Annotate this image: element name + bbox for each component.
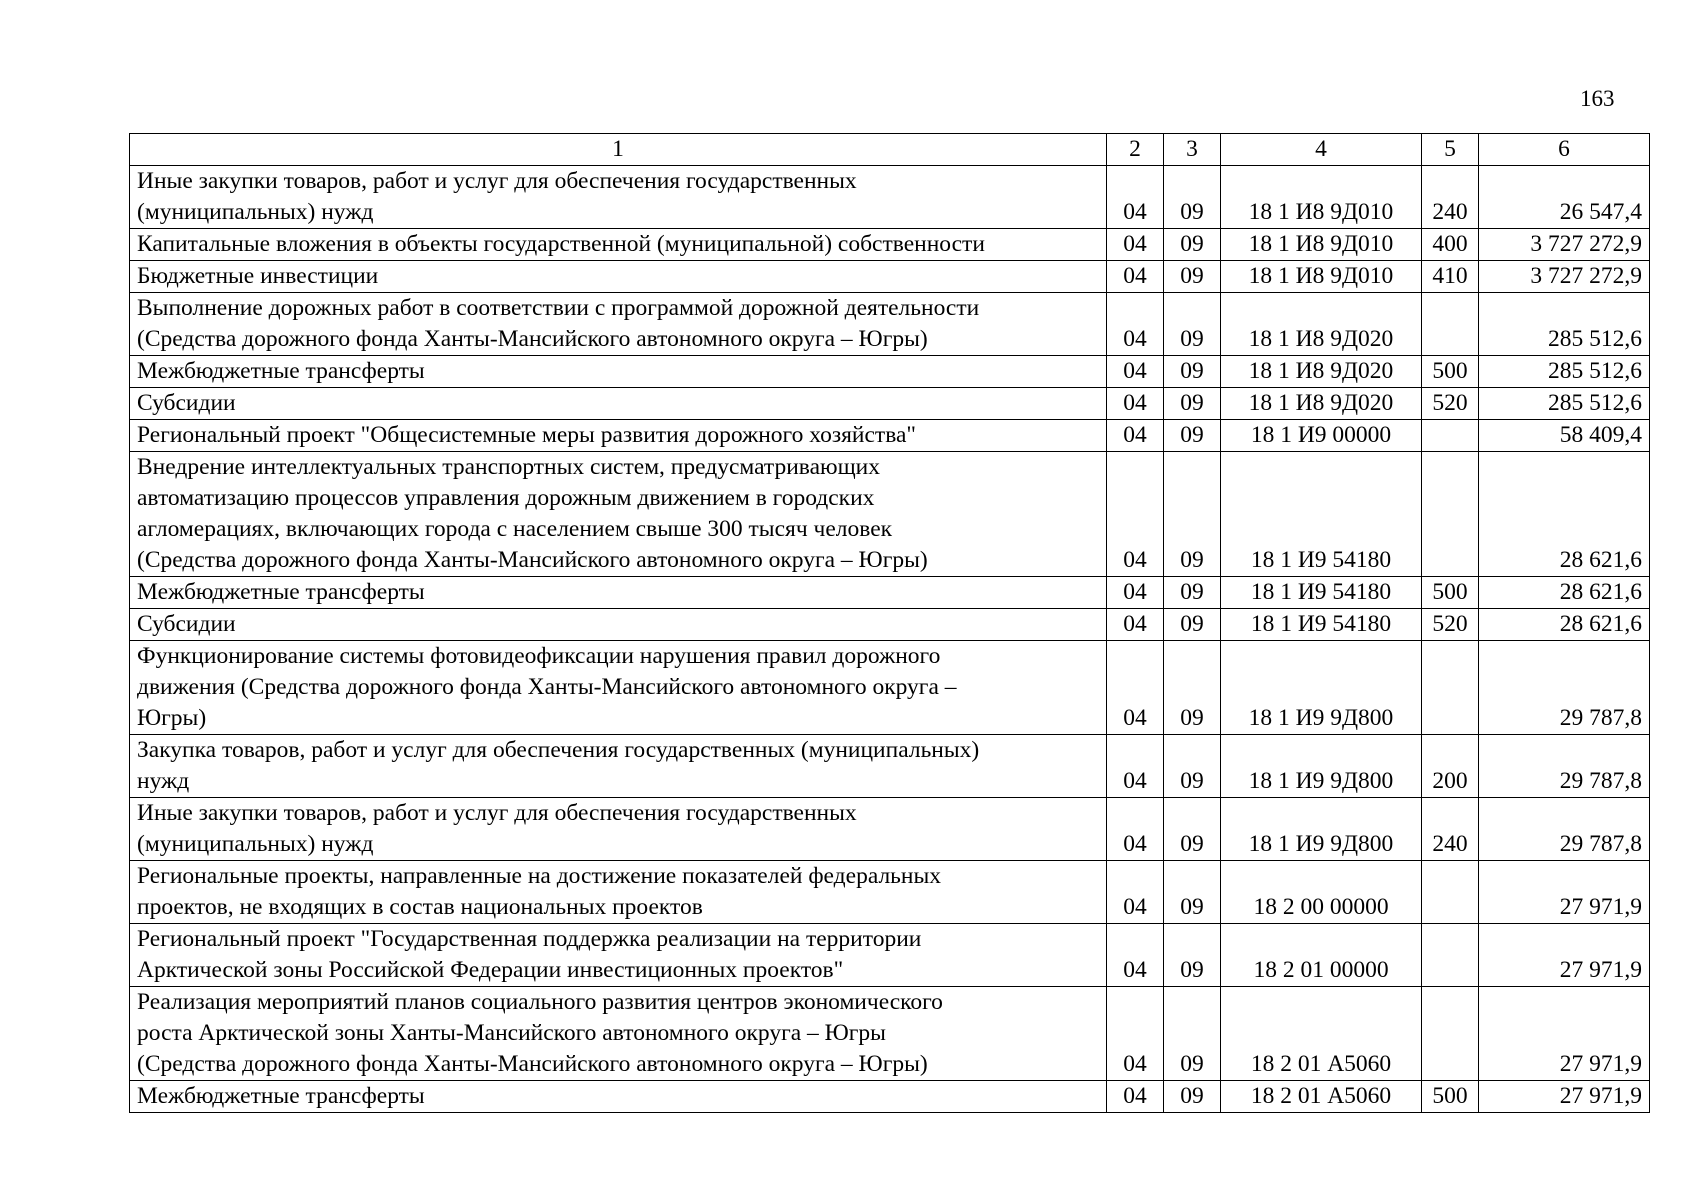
table-row xyxy=(130,798,1650,861)
amount-cell: 29 787,8 xyxy=(1479,798,1650,861)
subsection-cell: 09 xyxy=(1164,609,1221,641)
expense-type-cell xyxy=(1422,452,1479,577)
expense-type-cell: 240 xyxy=(1422,166,1479,229)
subsection-cell: 09 xyxy=(1164,577,1221,609)
expense-type-cell: 520 xyxy=(1422,609,1479,641)
description-cell: Выполнение дорожных работ в соответствии с программой дорожной деятельности (Средства дорожного фонда Ханты-Мансийского автономного округа – Югры) xyxy=(130,293,1107,356)
column-header: 4 xyxy=(1221,134,1422,166)
table-row xyxy=(130,420,1650,452)
description-cell: Капитальные вложения в объекты государственной (муниципальной) собственности xyxy=(130,229,1107,261)
expense-type-cell: 520 xyxy=(1422,388,1479,420)
description-cell: Бюджетные инвестиции xyxy=(130,261,1107,293)
subsection-cell: 09 xyxy=(1164,261,1221,293)
description-cell: Региональный проект "Государственная поддержка реализации на территории Арктической зоны Российской Федерации инвестиционных проектов" xyxy=(130,924,1107,987)
header-row xyxy=(130,134,1650,166)
subsection-cell: 09 xyxy=(1164,798,1221,861)
amount-cell: 29 787,8 xyxy=(1479,735,1650,798)
subsection-cell: 09 xyxy=(1164,987,1221,1081)
description-cell: Субсидии xyxy=(130,388,1107,420)
target-article-cell: 18 1 И8 9Д010 xyxy=(1221,261,1422,293)
expense-type-cell: 500 xyxy=(1422,356,1479,388)
subsection-cell: 09 xyxy=(1164,420,1221,452)
expense-type-cell xyxy=(1422,641,1479,735)
table-row xyxy=(130,1081,1650,1113)
section-cell: 04 xyxy=(1107,261,1164,293)
description-cell: Субсидии xyxy=(130,609,1107,641)
description-cell: Реализация мероприятий планов социального развития центров экономического роста Арктической зоны Ханты-Мансийского автономного округа – Югры (Средства дорожного фонда Ханты-Мансийского автономного округа – Югры) xyxy=(130,987,1107,1081)
expense-type-cell xyxy=(1422,861,1479,924)
description-cell: Региональный проект "Общесистемные меры развития дорожного хозяйства" xyxy=(130,420,1107,452)
amount-cell: 3 727 272,9 xyxy=(1479,261,1650,293)
expense-type-cell: 500 xyxy=(1422,577,1479,609)
amount-cell: 3 727 272,9 xyxy=(1479,229,1650,261)
subsection-cell: 09 xyxy=(1164,388,1221,420)
section-cell: 04 xyxy=(1107,924,1164,987)
description-cell: Межбюджетные трансферты xyxy=(130,1081,1107,1113)
description-cell: Функционирование системы фотовидеофиксации нарушения правил дорожного движения (Средства дорожного фонда Ханты-Мансийского автономного округа – Югры) xyxy=(130,641,1107,735)
table-row xyxy=(130,609,1650,641)
target-article-cell: 18 1 И9 54180 xyxy=(1221,609,1422,641)
section-cell: 04 xyxy=(1107,420,1164,452)
column-header: 2 xyxy=(1107,134,1164,166)
expense-type-cell xyxy=(1422,987,1479,1081)
amount-cell: 28 621,6 xyxy=(1479,452,1650,577)
table-row xyxy=(130,229,1650,261)
amount-cell: 285 512,6 xyxy=(1479,388,1650,420)
target-article-cell: 18 1 И9 9Д800 xyxy=(1221,798,1422,861)
description-cell: Межбюджетные трансферты xyxy=(130,577,1107,609)
target-article-cell: 18 1 И9 54180 xyxy=(1221,577,1422,609)
section-cell: 04 xyxy=(1107,356,1164,388)
target-article-cell: 18 1 И9 9Д800 xyxy=(1221,735,1422,798)
table-row xyxy=(130,388,1650,420)
amount-cell: 285 512,6 xyxy=(1479,356,1650,388)
table-row xyxy=(130,987,1650,1081)
expense-type-cell: 400 xyxy=(1422,229,1479,261)
expense-type-cell: 200 xyxy=(1422,735,1479,798)
table-row xyxy=(130,293,1650,356)
description-cell: Иные закупки товаров, работ и услуг для обеспечения государственных (муниципальных) нужд xyxy=(130,798,1107,861)
target-article-cell: 18 1 И8 9Д020 xyxy=(1221,293,1422,356)
subsection-cell: 09 xyxy=(1164,641,1221,735)
expense-type-cell: 240 xyxy=(1422,798,1479,861)
table-row xyxy=(130,452,1650,577)
amount-cell: 285 512,6 xyxy=(1479,293,1650,356)
expense-type-cell: 500 xyxy=(1422,1081,1479,1113)
amount-cell: 28 621,6 xyxy=(1479,577,1650,609)
table-row xyxy=(130,261,1650,293)
subsection-cell: 09 xyxy=(1164,924,1221,987)
amount-cell: 26 547,4 xyxy=(1479,166,1650,229)
column-header: 1 xyxy=(130,134,1107,166)
amount-cell: 29 787,8 xyxy=(1479,641,1650,735)
table-row xyxy=(130,735,1650,798)
target-article-cell: 18 2 01 00000 xyxy=(1221,924,1422,987)
expense-type-cell xyxy=(1422,420,1479,452)
section-cell: 04 xyxy=(1107,166,1164,229)
page-number: 163 xyxy=(1580,86,1615,111)
section-cell: 04 xyxy=(1107,861,1164,924)
column-header: 3 xyxy=(1164,134,1221,166)
amount-cell: 27 971,9 xyxy=(1479,861,1650,924)
amount-cell: 27 971,9 xyxy=(1479,1081,1650,1113)
table-row xyxy=(130,166,1650,229)
subsection-cell: 09 xyxy=(1164,166,1221,229)
subsection-cell: 09 xyxy=(1164,356,1221,388)
target-article-cell: 18 2 00 00000 xyxy=(1221,861,1422,924)
amount-cell: 28 621,6 xyxy=(1479,609,1650,641)
table-row xyxy=(130,577,1650,609)
table-row xyxy=(130,924,1650,987)
section-cell: 04 xyxy=(1107,609,1164,641)
section-cell: 04 xyxy=(1107,641,1164,735)
amount-cell: 27 971,9 xyxy=(1479,924,1650,987)
target-article-cell: 18 1 И8 9Д010 xyxy=(1221,229,1422,261)
section-cell: 04 xyxy=(1107,388,1164,420)
section-cell: 04 xyxy=(1107,229,1164,261)
subsection-cell: 09 xyxy=(1164,861,1221,924)
table-row xyxy=(130,861,1650,924)
section-cell: 04 xyxy=(1107,293,1164,356)
subsection-cell: 09 xyxy=(1164,452,1221,577)
description-cell: Региональные проекты, направленные на достижение показателей федеральных проектов, не входящих в состав национальных проектов xyxy=(130,861,1107,924)
section-cell: 04 xyxy=(1107,735,1164,798)
section-cell: 04 xyxy=(1107,577,1164,609)
section-cell: 04 xyxy=(1107,1081,1164,1113)
column-header: 6 xyxy=(1479,134,1650,166)
subsection-cell: 09 xyxy=(1164,293,1221,356)
section-cell: 04 xyxy=(1107,987,1164,1081)
description-cell: Внедрение интеллектуальных транспортных систем, предусматривающих автоматизацию процессов управления дорожным движением в городских агломерациях, включающих города с населением свыше 300 тысяч человек (Средства дорожного фонда Ханты-Мансийского автономного округа – Югры) xyxy=(130,452,1107,577)
amount-cell: 58 409,4 xyxy=(1479,420,1650,452)
amount-cell: 27 971,9 xyxy=(1479,987,1650,1081)
target-article-cell: 18 1 И9 9Д800 xyxy=(1221,641,1422,735)
description-cell: Межбюджетные трансферты xyxy=(130,356,1107,388)
target-article-cell: 18 1 И8 9Д010 xyxy=(1221,166,1422,229)
target-article-cell: 18 1 И8 9Д020 xyxy=(1221,388,1422,420)
target-article-cell: 18 2 01 А5060 xyxy=(1221,1081,1422,1113)
table-row xyxy=(130,641,1650,735)
subsection-cell: 09 xyxy=(1164,229,1221,261)
description-cell: Закупка товаров, работ и услуг для обеспечения государственных (муниципальных) нужд xyxy=(130,735,1107,798)
section-cell: 04 xyxy=(1107,452,1164,577)
expense-type-cell xyxy=(1422,924,1479,987)
subsection-cell: 09 xyxy=(1164,735,1221,798)
target-article-cell: 18 2 01 А5060 xyxy=(1221,987,1422,1081)
budget-table xyxy=(129,133,1650,1113)
table-row xyxy=(130,356,1650,388)
target-article-cell: 18 1 И9 54180 xyxy=(1221,452,1422,577)
column-header: 5 xyxy=(1422,134,1479,166)
description-cell: Иные закупки товаров, работ и услуг для обеспечения государственных (муниципальных) нужд xyxy=(130,166,1107,229)
expense-type-cell: 410 xyxy=(1422,261,1479,293)
section-cell: 04 xyxy=(1107,798,1164,861)
target-article-cell: 18 1 И9 00000 xyxy=(1221,420,1422,452)
subsection-cell: 09 xyxy=(1164,1081,1221,1113)
target-article-cell: 18 1 И8 9Д020 xyxy=(1221,356,1422,388)
table-body xyxy=(130,166,1650,1113)
expense-type-cell xyxy=(1422,293,1479,356)
